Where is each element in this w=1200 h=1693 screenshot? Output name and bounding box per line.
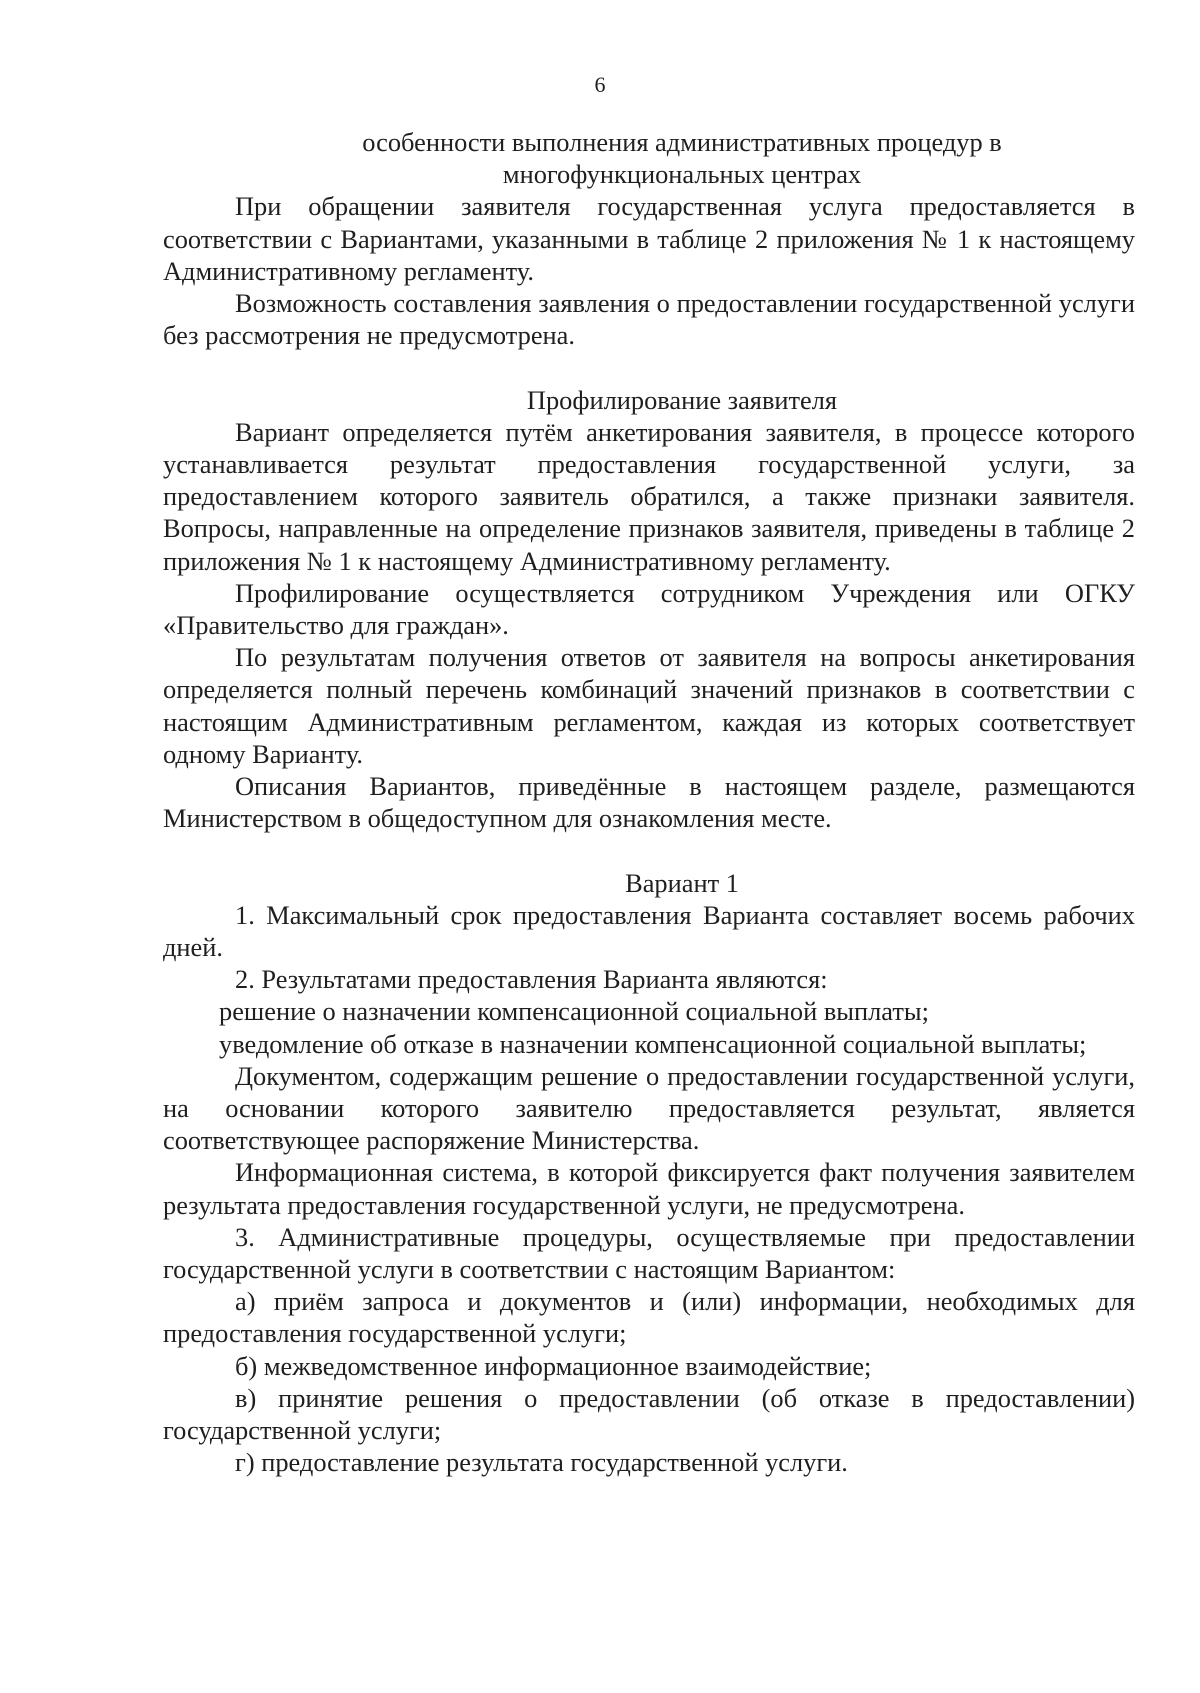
paragraph: Возможность составления заявления о предоставлении государственной услуги без рассмотрения не предусмотрена. bbox=[163, 288, 1135, 351]
section-heading: Профилирование заявителя bbox=[526, 384, 838, 415]
list-item: а) приём запроса и документов и (или) информации, необходимых для предоставления государственной услуги; bbox=[163, 1286, 1135, 1349]
paragraph: Документом, содержащим решение о предоставлении государственной услуги, на основании которого заявителю предоставляется результат, является соответствующее распоряжение Министерства. bbox=[163, 1060, 1135, 1156]
paragraph: Информационная система, в которой фиксируется факт получения заявителем результата предоставления государственной услуги, не предусмотрена. bbox=[163, 1157, 1135, 1220]
section-heading: Вариант 1 bbox=[625, 867, 739, 898]
paragraph: 3. Административные процедуры, осуществляемые при предоставлении государственной услуги в соответствии с настоящим Вариантом: bbox=[163, 1221, 1135, 1285]
paragraph: При обращении заявителя государственная услуга предоставляется в соответствии с Вариантами, указанными в таблице 2 приложения № 1 к настоящему Административному регламенту. bbox=[163, 191, 1135, 286]
list-item: в) принятие решения о предоставлении (об отказе в предоставлении) государственной услуги; bbox=[163, 1382, 1135, 1446]
paragraph: 2. Результатами предоставления Варианта являются: bbox=[235, 964, 828, 995]
document-body bbox=[163, 126, 1135, 1479]
paragraph: По результатам получения ответов от заявителя на вопросы анкетирования определяется полный перечень комбинаций значений признаков в соответствии с настоящим Административным регламентом, каждая из которых соответствует одному Варианту. bbox=[163, 642, 1135, 769]
paragraph: 1. Максимальный срок предоставления Варианта составляет восемь рабочих дней. bbox=[163, 899, 1135, 963]
list-item: г) предоставление результата государственной услуги. bbox=[235, 1447, 848, 1478]
spacer bbox=[163, 834, 1135, 866]
spacer bbox=[163, 351, 1135, 383]
list-item: б) межведомственное информационное взаимодействие; bbox=[235, 1350, 872, 1381]
paragraph: Описания Вариантов, приведённые в настоящем разделе, размещаются Министерством в общедоступном для ознакомления месте. bbox=[163, 771, 1135, 834]
paragraph: уведомление об отказе в назначении компенсационной социальной выплаты; bbox=[219, 1028, 1087, 1059]
paragraph: Профилирование осуществляется сотрудником Учреждения или ОГКУ «Правительство для граждан». bbox=[163, 577, 1135, 641]
section-heading: особенности выполнения административных процедур в bbox=[362, 127, 1002, 157]
paragraph: решение о назначении компенсационной социальной выплаты; bbox=[219, 996, 929, 1027]
section-heading: многофункциональных центрах bbox=[502, 159, 862, 190]
page-number: 6 bbox=[594, 72, 606, 97]
paragraph: Вариант определяется путём анкетирования заявителя, в процессе которого устанавливается результат предоставления государственной услуги, за предоставлением которого заявитель обратился, а также признаки заявителя. Вопросы, направленные на определение признаков заявителя, приведены в таблице 2 приложения № 1 к настоящему Административному регламенту. bbox=[163, 416, 1135, 576]
